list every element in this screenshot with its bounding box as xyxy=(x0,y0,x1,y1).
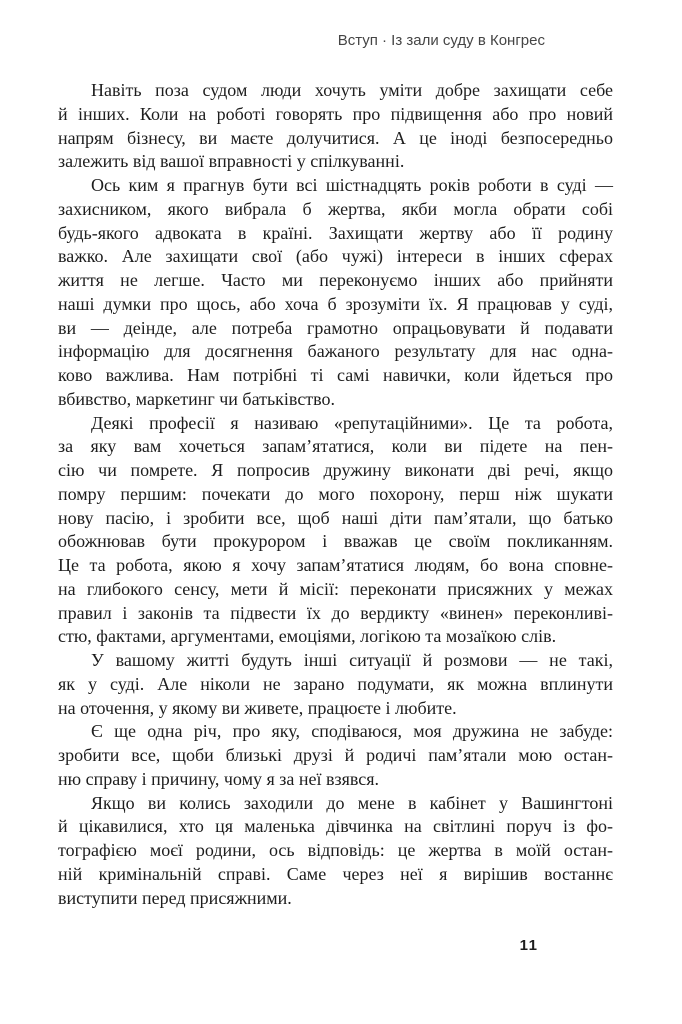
text-line: будь-якого адвоката в країні. Захищати жертву або її родину xyxy=(58,222,613,243)
text-line: вбивство, маркетинг чи батьківство. xyxy=(58,388,336,409)
text-line: виступити перед присяжними. xyxy=(58,887,292,908)
text-line: тографією моєї родини, ось відповідь: це жертва в моїй остан- xyxy=(58,840,613,860)
text-line: напрям бізнесу, ви маєте долучитися. А це іноді безпосередньо xyxy=(58,127,613,148)
text-line: захисником, якого вибрала б жертва, якби могла обрати собі xyxy=(58,198,613,219)
text-line: на оточення, у якому ви живете, працюєте і любите. xyxy=(58,697,457,718)
text-line: за яку вам хочеться запам’ятатися, коли ви підете на пен- xyxy=(58,436,613,457)
text-line: помру першим: почекати до мого похорону, перш ніж шукати xyxy=(58,483,613,504)
text-line: стю, фактами, аргументами, емоціями, логікою та мозаїкою слів. xyxy=(58,626,557,647)
text-line: залежить від вашої вправності у спілкуванні. xyxy=(58,151,405,172)
text-line: зробити все, щоби близькі друзі й родичі пам’ятали мою остан- xyxy=(58,745,613,765)
text-line: ви — деінде, але потреба грамотно опрацьовувати й подавати xyxy=(58,317,613,338)
text-line: сію чи помрете. Я попросив дружину виконати дві речі, якщо xyxy=(58,460,613,480)
text-line: Ось ким я прагнув бути всі шістнадцять років роботи в суді — xyxy=(91,175,613,195)
paragraph xyxy=(58,79,613,174)
text-line: правил і законів та підвести їх до вердикту «винен» переконливі- xyxy=(58,602,613,623)
text-line: У вашому житті будуть інші ситуації й розмови — не такі, xyxy=(91,650,613,670)
text-line: на глибокого сенсу, мети й місії: переконати присяжних у межах xyxy=(58,578,613,599)
paragraph xyxy=(58,412,613,650)
text-line: як у суді. Але ніколи не зарано подумати, як можна вплинути xyxy=(58,673,613,694)
running-header: Вступ · Із зали суду в Конгрес xyxy=(337,32,545,49)
text-line: життя не легше. Часто ми переконуємо інших або прийняти xyxy=(58,270,613,290)
text-line: Це та робота, якою я хочу запам’ятатися людям, бо вона сповне- xyxy=(58,555,613,575)
body-text xyxy=(58,79,613,910)
text-line: й інших. Коли на роботі говорять про підвищення або про новий xyxy=(58,103,613,124)
text-line: обожнював бути прокурором і вважав це своїм покликанням. xyxy=(58,531,613,552)
text-line: Деякі професії я називаю «репутаційними». Це та робота, xyxy=(91,412,613,433)
paragraph xyxy=(58,649,613,720)
text-line: важко. Але захищати свої (або чужі) інтереси в інших сферах xyxy=(58,246,613,267)
text-line: Якщо ви колись заходили до мене в кабінет у Вашингтоні xyxy=(91,792,613,813)
paragraph xyxy=(58,792,613,911)
text-line: нову пасію, і зробити все, щоб наші діти пам’ятали, що батько xyxy=(58,507,613,528)
text-line: наші думки про щось, або хоча б зрозуміти їх. Я працював у суді, xyxy=(58,293,613,314)
text-line: ню справу і причину, чому я за неї взявся. xyxy=(58,768,380,789)
paragraph xyxy=(58,720,613,791)
text-line: й цікавилися, хто ця маленька дівчинка на світлині поруч із фо- xyxy=(58,816,613,837)
text-line: ній кримінальній справі. Саме через неї я вирішив востаннє xyxy=(58,863,613,884)
page-number: 11 xyxy=(519,937,539,954)
text-line: інформацію для досягнення бажаного результату для нас одна- xyxy=(58,341,613,362)
paragraph xyxy=(58,174,613,412)
text-line: ково важлива. Нам потрібні ті самі навички, коли йдеться про xyxy=(58,365,613,385)
text-line: Навіть поза судом люди хочуть уміти добре захищати себе xyxy=(91,80,613,100)
text-line: Є ще одна річ, про яку, сподіваюся, моя дружина не забуде: xyxy=(91,721,613,742)
